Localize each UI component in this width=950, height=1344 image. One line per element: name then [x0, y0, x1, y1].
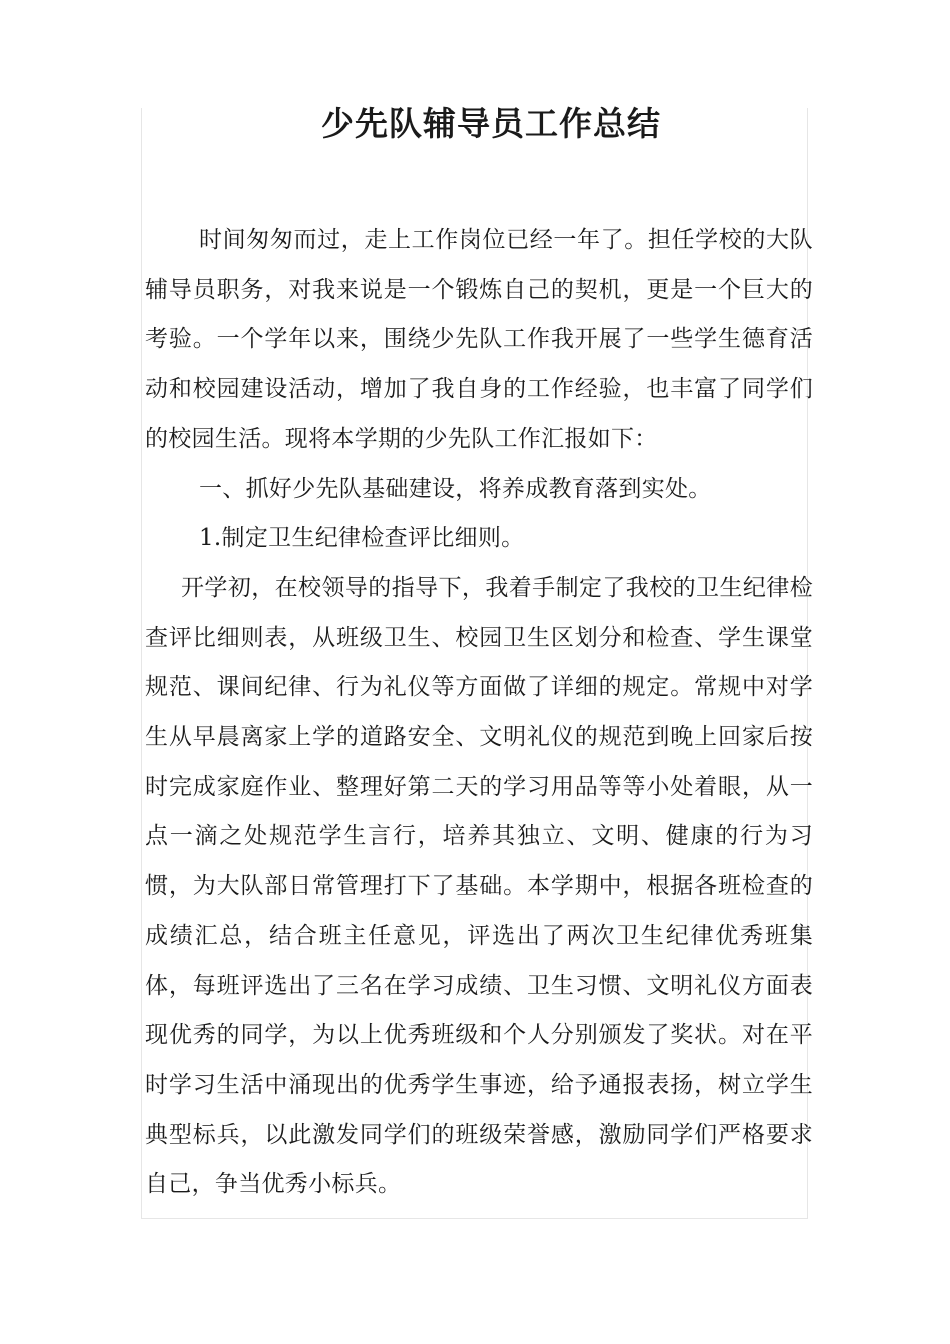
- paragraph-intro: 时间匆匆而过，走上工作岗位已经一年了。担任学校的大队辅导员职务，对我来说是一个锻炼自己的契机，更是一个巨大的考验。一个学年以来，围绕少先队工作我开展了一些学生德育活动和校园建设活动，增加了我自身的工作经验，也丰富了同学们的校园生活。现将本学期的少先队工作汇报如下：: [145, 227, 813, 452]
- document-title: 少先队辅导员工作总结: [321, 104, 661, 143]
- paragraph-section-1-1: 开学初，在校领导的指导下，我着手制定了我校的卫生纪律检查评比细则表，从班级卫生、校园卫生区划分和检查、学生课堂规范、课间纪律、行为礼仪等方面做了详细的规定。常规中对学生从早晨离家上学的道路安全、文明礼仪的规范到晚上回家后按时完成家庭作业、整理好第二天的学习用品等等小处着眼，从一点一滴之处规范学生言行，培养其独立、文明、健康的行为习惯，为大队部日常管理打下了基础。本学期中，根据各班检查的成绩汇总，结合班主任意见，评选出了两次卫生纪律优秀班集体，每班评选出了三名在学习成绩、卫生习惯、文明礼仪方面表现优秀的同学，为以上优秀班级和个人分别颁发了奖状。对在平时学习生活中涌现出的优秀学生事迹，给予通报表扬，树立学生典型标兵，以此激发同学们的班级荣誉感，激励同学们严格要求自己，争当优秀小标兵。: [145, 574, 813, 1198]
- section-heading-1: 一、抓好少先队基础建设，将养成教育落到实处。: [199, 475, 712, 502]
- subsection-heading-1-1: 1.制定卫生纪律检查评比细则。: [199, 525, 525, 552]
- document-body: [145, 216, 813, 1210]
